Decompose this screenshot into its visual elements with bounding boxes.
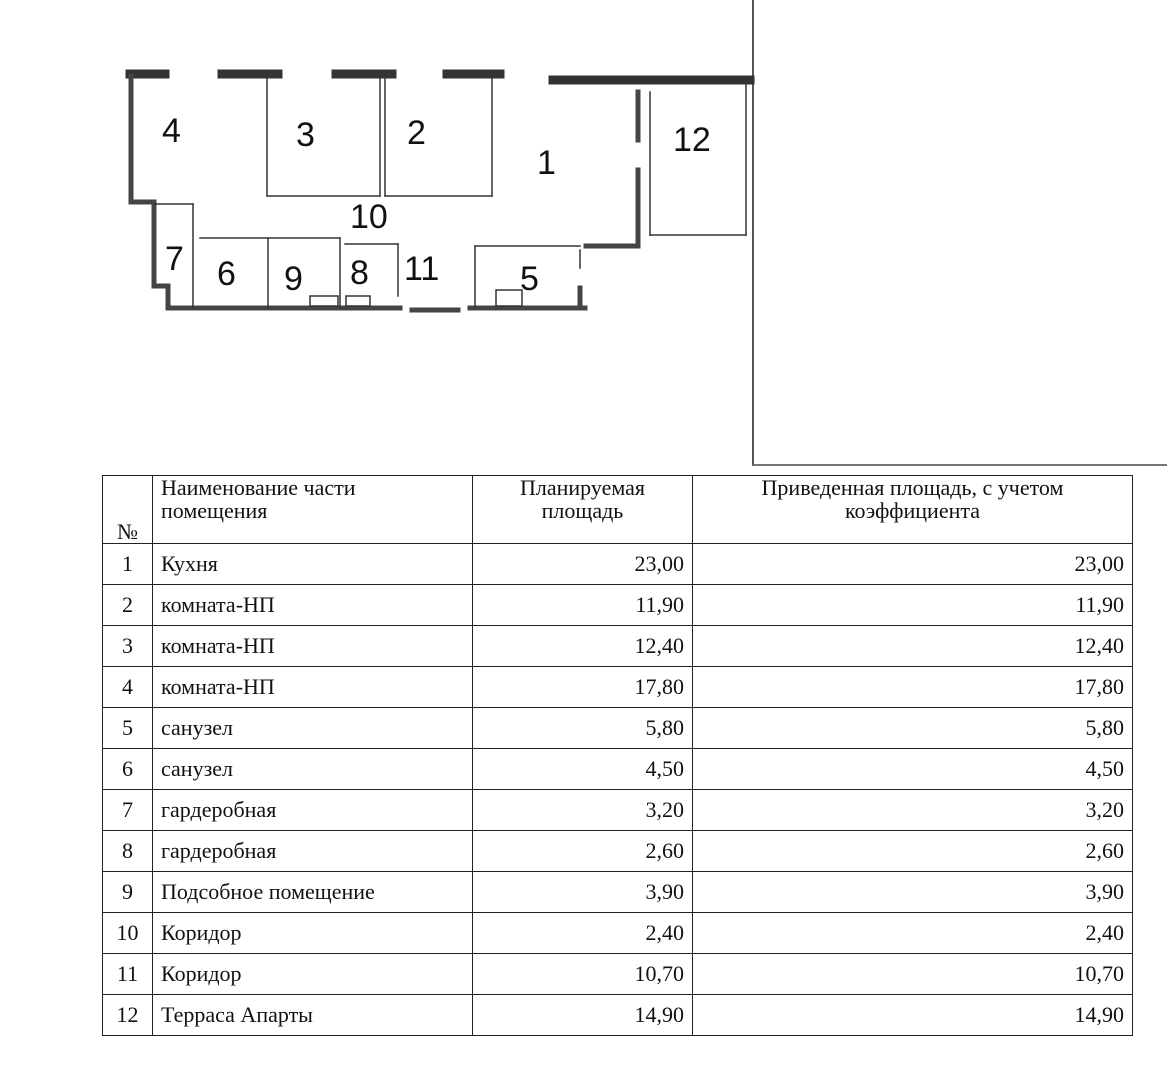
row-number: 5 <box>103 708 153 749</box>
row-planned-area: 11,90 <box>473 585 693 626</box>
row-number: 7 <box>103 790 153 831</box>
header-number: № <box>103 476 153 544</box>
table-row <box>103 872 1133 913</box>
table-row <box>103 790 1133 831</box>
row-planned-area: 5,80 <box>473 708 693 749</box>
room-label-12: 12 <box>673 121 711 159</box>
room-label-6: 6 <box>217 255 236 293</box>
room-label-3: 3 <box>296 116 315 154</box>
header-planned-area: Планируемая площадь <box>473 476 693 544</box>
room-label-2: 2 <box>407 114 426 152</box>
row-number: 9 <box>103 872 153 913</box>
room-label-7: 7 <box>165 240 184 278</box>
room-label-9: 9 <box>284 260 303 298</box>
room-label-10: 10 <box>350 198 388 236</box>
table-row <box>103 544 1133 585</box>
row-number: 8 <box>103 831 153 872</box>
row-room-name: Кухня <box>153 544 473 585</box>
room-area-table <box>102 475 1133 1036</box>
table-row <box>103 954 1133 995</box>
row-number: 10 <box>103 913 153 954</box>
row-adjusted-area: 3,20 <box>693 790 1133 831</box>
row-room-name: Коридор <box>153 913 473 954</box>
table-row <box>103 626 1133 667</box>
row-number: 2 <box>103 585 153 626</box>
row-room-name: комната-НП <box>153 626 473 667</box>
table-row <box>103 995 1133 1036</box>
row-room-name: комната-НП <box>153 585 473 626</box>
row-adjusted-area: 11,90 <box>693 585 1133 626</box>
row-adjusted-area: 5,80 <box>693 708 1133 749</box>
row-planned-area: 23,00 <box>473 544 693 585</box>
row-planned-area: 12,40 <box>473 626 693 667</box>
row-planned-area: 2,60 <box>473 831 693 872</box>
row-number: 1 <box>103 544 153 585</box>
room-label-5: 5 <box>520 260 539 298</box>
row-room-name: гардеробная <box>153 790 473 831</box>
row-room-name: Коридор <box>153 954 473 995</box>
row-adjusted-area: 4,50 <box>693 749 1133 790</box>
row-number: 12 <box>103 995 153 1036</box>
row-number: 6 <box>103 749 153 790</box>
row-planned-area: 3,90 <box>473 872 693 913</box>
row-planned-area: 14,90 <box>473 995 693 1036</box>
row-adjusted-area: 2,40 <box>693 913 1133 954</box>
table-row <box>103 831 1133 872</box>
row-adjusted-area: 2,60 <box>693 831 1133 872</box>
row-room-name: санузел <box>153 749 473 790</box>
row-adjusted-area: 12,40 <box>693 626 1133 667</box>
table-row <box>103 667 1133 708</box>
row-room-name: Терраса Апарты <box>153 995 473 1036</box>
room-label-11: 11 <box>404 250 440 288</box>
row-planned-area: 2,40 <box>473 913 693 954</box>
row-number: 4 <box>103 667 153 708</box>
row-number: 11 <box>103 954 153 995</box>
row-adjusted-area: 14,90 <box>693 995 1133 1036</box>
header-room-name: Наименование части помещения <box>153 476 473 544</box>
row-room-name: санузел <box>153 708 473 749</box>
room-label-8: 8 <box>350 254 369 292</box>
table-row <box>103 708 1133 749</box>
room-labels <box>162 112 711 298</box>
row-planned-area: 17,80 <box>473 667 693 708</box>
row-room-name: гардеробная <box>153 831 473 872</box>
table-row <box>103 585 1133 626</box>
room-label-4: 4 <box>162 112 181 150</box>
row-room-name: комната-НП <box>153 667 473 708</box>
header-adjusted-area: Приведенная площадь, с учетом коэффициента <box>693 476 1133 544</box>
table-header-row <box>103 476 1133 544</box>
scan-page-edge <box>752 0 1167 466</box>
row-adjusted-area: 23,00 <box>693 544 1133 585</box>
row-planned-area: 4,50 <box>473 749 693 790</box>
table-row <box>103 913 1133 954</box>
table-row <box>103 749 1133 790</box>
floor-plan <box>0 0 760 340</box>
row-adjusted-area: 17,80 <box>693 667 1133 708</box>
row-planned-area: 3,20 <box>473 790 693 831</box>
row-room-name: Подсобное помещение <box>153 872 473 913</box>
row-planned-area: 10,70 <box>473 954 693 995</box>
room-label-1: 1 <box>537 144 556 182</box>
row-number: 3 <box>103 626 153 667</box>
row-adjusted-area: 10,70 <box>693 954 1133 995</box>
row-adjusted-area: 3,90 <box>693 872 1133 913</box>
